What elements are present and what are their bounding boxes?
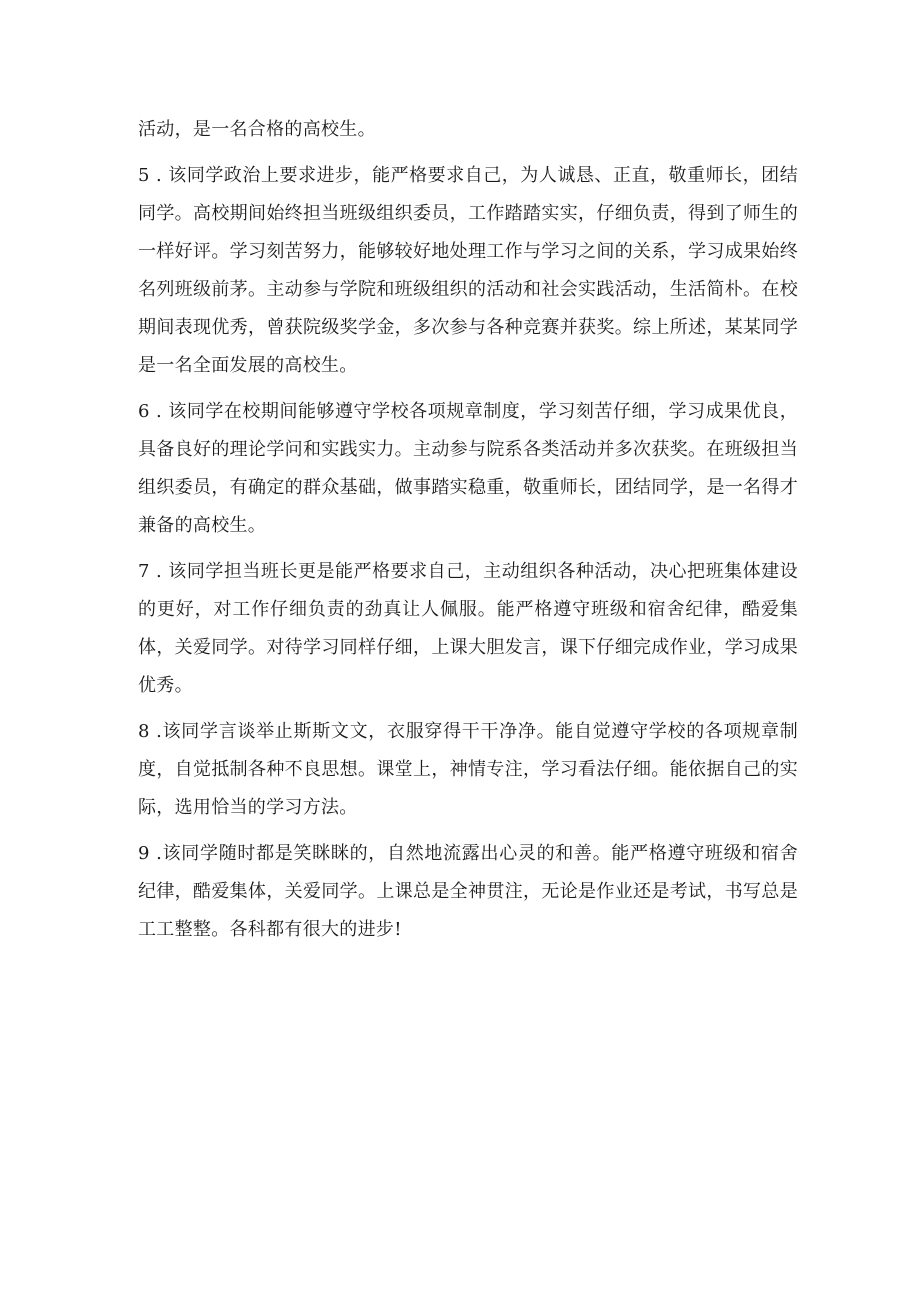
paragraph-item-5 bbox=[138, 157, 798, 385]
paragraph-text: .该同学随时都是笑眯眯的，自然地流露出心灵的和善。能严格遵守班级和宿舍纪律，酷爱集体，关爱同学。上课总是全神贯注，无论是作业还是考试，书写总是工工整整。各科都有很大的进步! bbox=[138, 843, 798, 940]
paragraph-text: .该同学言谈举止斯斯文文，衣服穿得干干净净。能自觉遵守学校的各项规章制度，自觉抵制各种不良思想。课堂上，神情专注，学习看法仔细。能依据自己的实际，选用恰当的学习方法。 bbox=[138, 721, 798, 818]
paragraph-text: . 该同学担当班长更是能严格要求自己，主动组织各种活动，决心把班集体建设的更好，对工作仔细负责的劲真让人佩服。能严格遵守班级和宿舍纪律，酷爱集体，关爱同学。对待学习同样仔细，上课大胆发言，课下仔细完成作业，学习成果优秀。 bbox=[138, 561, 798, 696]
item-number: 6 bbox=[138, 401, 150, 422]
item-number: 9 bbox=[138, 843, 150, 864]
paragraph-text: . 该同学政治上要求进步，能严格要求自己，为人诚恳、正直，敬重师长，团结同学。高校期间始终担当班级组织委员，工作踏踏实实，仔细负责，得到了师生的一样好评。学习刻苦努力，能够较好地处理工作与学习之间的关系，学习成果始终名列班级前茅。主动参与学院和班级组织的活动和社会实践活动，生活简朴。在校期间表现优秀，曾获院级奖学金，多次参与各种竞赛并获奖。综上所述，某某同学是一名全面发展的高校生。 bbox=[138, 165, 798, 376]
paragraph-text: . 该同学在校期间能够遵守学校各项规章制度，学习刻苦仔细，学习成果优良，具备良好的理论学问和实践实力。主动参与院系各类活动并多次获奖。在班级担当组织委员，有确定的群众基础，做事踏实稳重，敬重师长，团结同学，是一名得才兼备的高校生。 bbox=[138, 401, 798, 536]
paragraph-text: 活动，是一名合格的高校生。 bbox=[138, 119, 376, 140]
paragraph-item-9 bbox=[138, 835, 798, 949]
item-number: 8 bbox=[138, 721, 150, 742]
paragraph-item-6 bbox=[138, 393, 798, 545]
item-number: 5 bbox=[138, 165, 150, 186]
item-number: 7 bbox=[138, 561, 150, 582]
paragraph-item-8 bbox=[138, 713, 798, 827]
paragraph-item-7 bbox=[138, 553, 798, 705]
document-body bbox=[138, 111, 798, 949]
paragraph-continuation bbox=[138, 111, 798, 149]
